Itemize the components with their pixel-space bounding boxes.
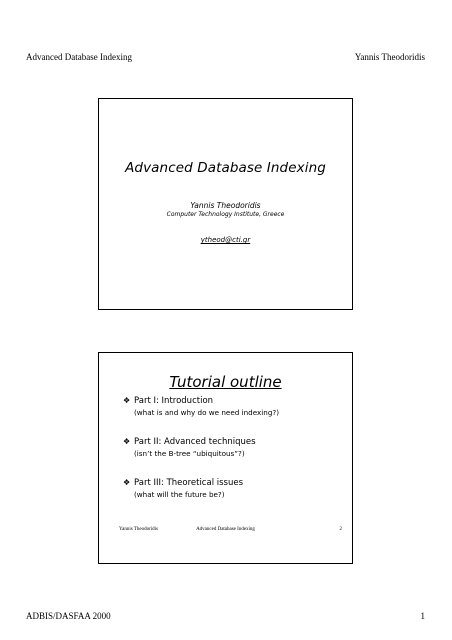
page-header-right: Yannis Theodoridis	[354, 52, 425, 62]
outline-item-3-label: Part III: Theoretical issues	[134, 478, 244, 488]
slide-2-footer-title: Advanced Database Indexing	[196, 527, 255, 532]
outline-item-2-label: Part II: Advanced techniques	[134, 437, 256, 447]
slide-1-author: Yannis Theodoridis	[190, 201, 261, 210]
page-footer-left: ADBIS/DASFAA 2000	[26, 611, 111, 621]
diamond-bullet-icon: ❖	[123, 396, 131, 405]
slide-2	[98, 352, 353, 564]
slide-1-email-link[interactable]: ytheod@cti.gr	[200, 236, 251, 244]
slide-1	[98, 98, 353, 310]
page-header-left: Advanced Database Indexing	[26, 52, 132, 62]
outline-item-2-sub: (isn’t the B-tree “ubiquitous”?)	[134, 449, 245, 458]
diamond-bullet-icon: ❖	[123, 437, 131, 446]
outline-item-1-sub: (what is and why do we need indexing?)	[134, 408, 280, 417]
outline-item-3	[123, 478, 243, 499]
outline-item-1-label: Part I: Introduction	[134, 396, 214, 406]
slide-1-institution: Computer Technology Institute, Greece	[166, 211, 285, 218]
slide-1-email-wrap	[99, 236, 352, 244]
outline-item-2	[123, 437, 256, 458]
page-footer-right: 1	[420, 611, 425, 621]
slide-2-title: Tutorial outline	[169, 373, 282, 391]
diamond-bullet-icon: ❖	[123, 478, 131, 487]
slide-2-footer-author: Yannis Theodoridis	[119, 527, 158, 532]
slide-2-page-number: 2	[339, 527, 342, 532]
slide-1-title: Advanced Database Indexing	[125, 160, 326, 176]
outline-item-3-sub: (what will the future be?)	[134, 490, 225, 499]
outline-item-1	[123, 396, 279, 417]
